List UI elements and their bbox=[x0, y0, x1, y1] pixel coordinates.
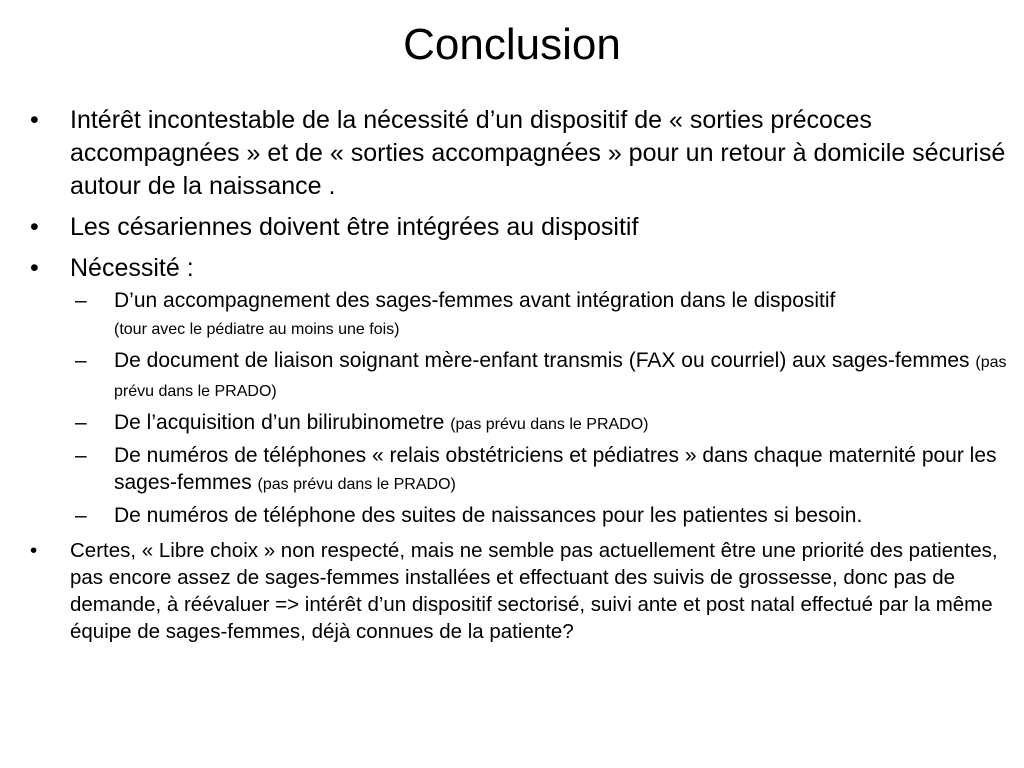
sub-bullet-text: De numéros de téléphones « relais obstétriciens et pédiatres » dans chaque maternité pour les sages-femmes bbox=[114, 444, 997, 494]
sub-bullet-item bbox=[30, 409, 1015, 438]
bullet-text: Les césariennes doivent être intégrées au dispositif bbox=[70, 213, 639, 241]
dash-icon: – bbox=[75, 289, 87, 312]
bullet-item bbox=[30, 211, 1015, 244]
dash-icon: – bbox=[75, 444, 87, 467]
bullet-item bbox=[30, 252, 1015, 529]
bullet-text: Certes, « Libre choix » non respecté, mais ne semble pas actuellement être une priorité des patientes, pas encore assez de sages-femmes installées et effectuant des suivis de grossesse, donc pas de demande, à réévaluer => intérêt d’un dispositif sectorisé, suivi ante et post natal effectué par la même équipe de sages-femmes, déjà connues de la patiente? bbox=[70, 539, 998, 643]
bullet-icon: • bbox=[30, 213, 39, 241]
slide-content bbox=[30, 104, 1015, 653]
bullet-icon: • bbox=[30, 254, 39, 282]
sub-bullet-list bbox=[70, 287, 1015, 529]
sub-bullet-item bbox=[30, 287, 1015, 343]
sub-bullet-note: (pas prévu dans le PRADO) bbox=[450, 416, 649, 433]
dash-icon: – bbox=[75, 504, 87, 527]
bullet-text: Intérêt incontestable de la nécessité d’un dispositif de « sorties précoces accompagnées » et de « sorties accompagnées » pour un retour à domicile sécurisé autour de la naissance . bbox=[70, 106, 1006, 200]
bullet-item bbox=[30, 104, 1015, 203]
bullet-list bbox=[30, 104, 1015, 645]
sub-bullet-text: De document de liaison soignant mère-enfant transmis (FAX ou courriel) aux sages-femmes bbox=[114, 349, 976, 372]
sub-bullet-text: D’un accompagnement des sages-femmes avant intégration dans le dispositif bbox=[114, 289, 836, 312]
sub-bullet-text: De numéros de téléphone des suites de naissances pour les patientes si besoin. bbox=[114, 504, 863, 527]
sub-bullet-item bbox=[30, 347, 1015, 405]
sub-bullet-note: (pas prévu dans le PRADO) bbox=[257, 476, 456, 493]
sub-bullet-text: De l’acquisition d’un bilirubinometre bbox=[114, 411, 451, 434]
sub-bullet-item bbox=[30, 502, 1015, 529]
bullet-text: Nécessité : bbox=[70, 254, 194, 282]
bullet-icon: • bbox=[30, 106, 39, 134]
bullet-item bbox=[30, 537, 1015, 645]
slide-title: Conclusion bbox=[403, 20, 621, 69]
bullet-icon: • bbox=[30, 539, 38, 562]
sub-bullet-note: (pas prévu dans le PRADO) bbox=[114, 354, 1007, 400]
sub-bullet-note: (tour avec le pédiatre au moins une fois) bbox=[114, 321, 400, 338]
sub-bullet-item bbox=[30, 442, 1015, 498]
dash-icon: – bbox=[75, 411, 87, 434]
dash-icon: – bbox=[75, 349, 87, 372]
